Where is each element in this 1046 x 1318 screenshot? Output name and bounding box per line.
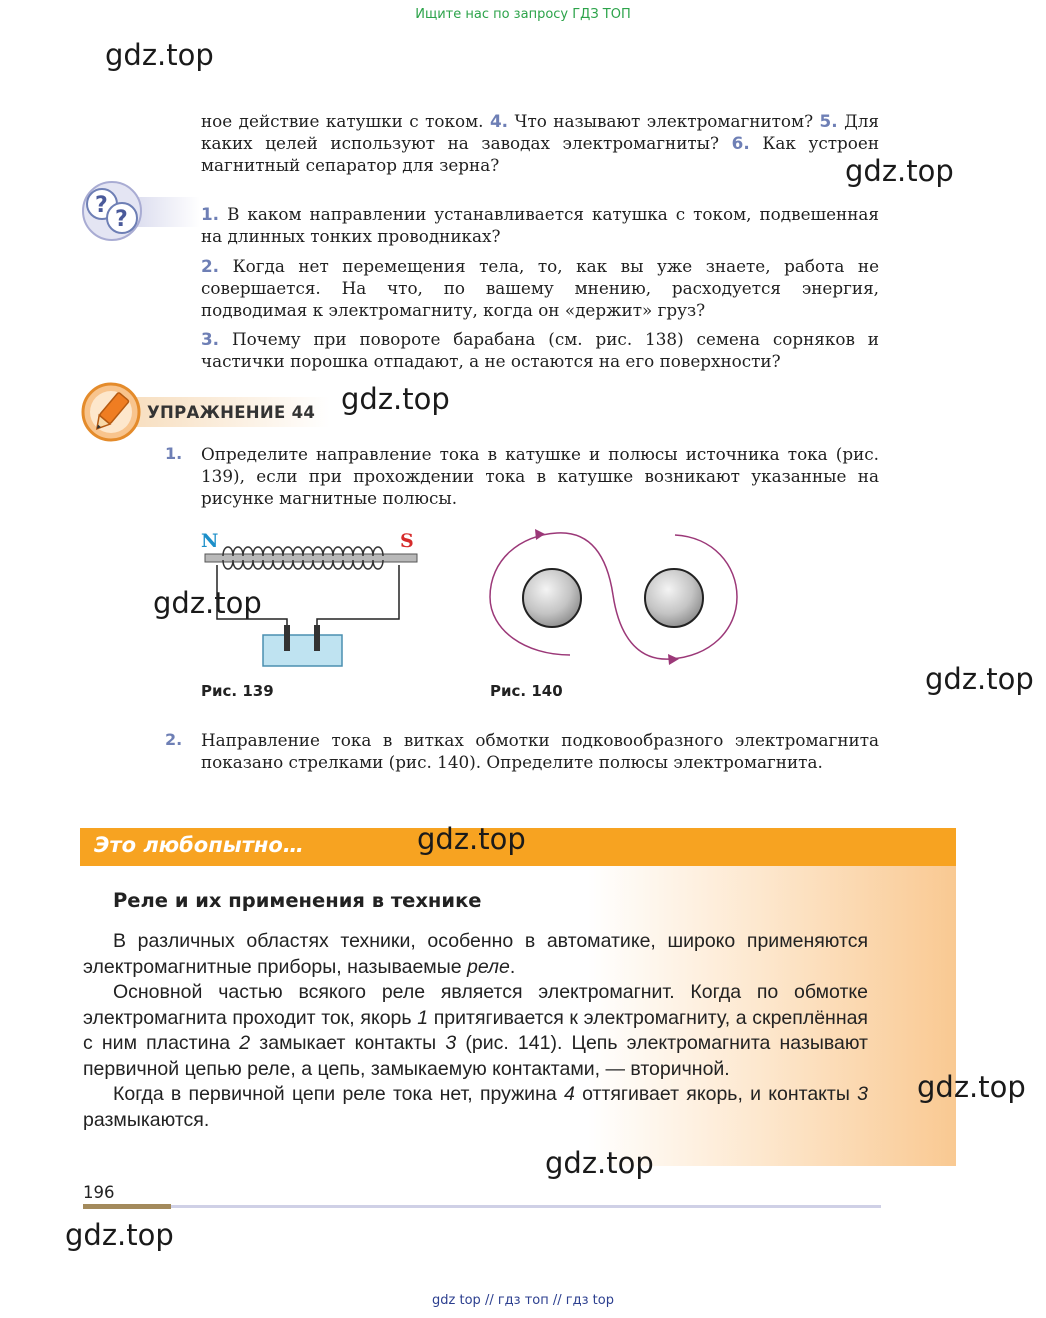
wire-right <box>317 565 399 629</box>
magnet-core-left <box>523 569 581 627</box>
watermark: gdz.top <box>545 1146 654 1180</box>
page-number: 196 <box>83 1183 115 1202</box>
top-search-note[interactable]: Ищите нас по запросу ГДЗ ТОП <box>415 7 631 22</box>
footer-link[interactable]: гдз top <box>565 1293 614 1308</box>
watermark: gdz.top <box>917 1070 1026 1104</box>
pole-s-label: S <box>400 530 414 552</box>
curious-header: Это любопытно… <box>94 833 304 857</box>
watermark: gdz.top <box>105 38 214 72</box>
intro-text: Как устроен магнитный сепаратор для зерна? <box>201 133 880 175</box>
footer-link[interactable]: gdz top <box>432 1293 481 1308</box>
curious-paragraph: В различных областях техники, особенно в автоматике, широко применяются электромагнитные приборы, называемые реле. <box>83 930 868 978</box>
pencil-icon <box>81 382 141 442</box>
svg-text:?: ? <box>115 207 128 232</box>
electrode-right <box>314 625 320 651</box>
question-marks-icon <box>80 180 146 242</box>
page-rule <box>171 1205 881 1208</box>
footer-links <box>0 1293 1046 1308</box>
footer-separator: // <box>484 1293 494 1308</box>
arrow-right-icon <box>668 654 679 665</box>
magnet-core-right <box>645 569 703 627</box>
intro-text: Для каких целей используют на заводах электромагниты? <box>201 111 879 153</box>
figure-140-caption: Рис. 140 <box>490 682 563 700</box>
question-number: 3. <box>201 329 220 349</box>
intro-text: Что называют электромагнитом? <box>514 111 814 131</box>
intro-paragraph <box>201 110 879 176</box>
question-number: 4. <box>489 111 508 131</box>
curious-paragraph: Когда в первичной цепи реле тока нет, пружина 4 оттягивает якорь, и контакты 3 размыкаются. <box>83 1083 869 1131</box>
electrode-left <box>284 625 290 651</box>
watermark: gdz.top <box>341 382 450 416</box>
question-item <box>201 255 879 321</box>
watermark: gdz.top <box>153 586 262 620</box>
exercise-text: Определите направление тока в катушке и полюсы источника тока (рис. 139), если при прохождении тока в катушке возникают указанные на рисунке магнитные полюсы. <box>201 444 879 508</box>
question-text: Почему при повороте барабана (см. рис. 138) семена сорняков и частички порошка отпадают, а не остаются на его поверхности? <box>201 329 879 371</box>
question-text: В каком направлении устанавливается катушка с током, подвешенная на длинных тонких проводниках? <box>201 204 879 246</box>
watermark: gdz.top <box>925 662 1034 696</box>
pole-n-label: N <box>201 530 219 552</box>
curious-title: Реле и их применения в технике <box>113 889 482 912</box>
exercise-title: УПРАЖНЕНИЕ 44 <box>147 403 316 422</box>
curious-paragraph: Основной частью всякого реле является электромагнит. Когда по обмотке электромагнита проходит ток, якорь 1 притягивается к электромагниту, а скреплённая с ним пластина 2 замыкает контакты 3 (рис. 141). Цепь электромагнита называют первичной цепью реле, а цепь, замыкаемую контактами, — вторичной. <box>83 981 868 1080</box>
question-number: 5. <box>819 111 838 131</box>
iron-core <box>205 554 417 562</box>
watermark: gdz.top <box>845 154 954 188</box>
exercise-text: Направление тока в витках обмотки подковообразного электромагнита показано стрелками (рис. 140). Определите полюсы электромагнита. <box>201 730 879 772</box>
question-item <box>201 203 879 247</box>
footer-link[interactable]: гдз топ <box>497 1293 549 1308</box>
exercise-number: 2. <box>165 730 183 749</box>
arrow-left-icon <box>535 529 545 540</box>
battery-vessel <box>263 635 342 666</box>
wire-left <box>217 565 287 629</box>
question-item <box>201 328 879 372</box>
intro-text: ное действие катушки с током. <box>201 111 484 131</box>
question-number: 1. <box>201 204 220 224</box>
figure-139-caption: Рис. 139 <box>201 682 274 700</box>
curious-body <box>83 929 868 1133</box>
question-number: 2. <box>201 256 220 276</box>
question-text: Когда нет перемещения тела, то, как вы уже знаете, работа не совершается. На что, по вашему мнению, расходуется энергия, подводимая к электромагниту, когда он «держит» груз? <box>201 256 879 320</box>
page-rule-accent <box>83 1204 171 1209</box>
svg-text:?: ? <box>95 193 108 218</box>
exercise-number: 1. <box>165 444 183 463</box>
watermark: gdz.top <box>65 1218 174 1252</box>
footer-separator: // <box>552 1293 562 1308</box>
question-number: 6. <box>731 133 750 153</box>
figure-139 <box>195 525 430 675</box>
figure-140 <box>485 525 745 670</box>
watermark: gdz.top <box>417 822 526 856</box>
